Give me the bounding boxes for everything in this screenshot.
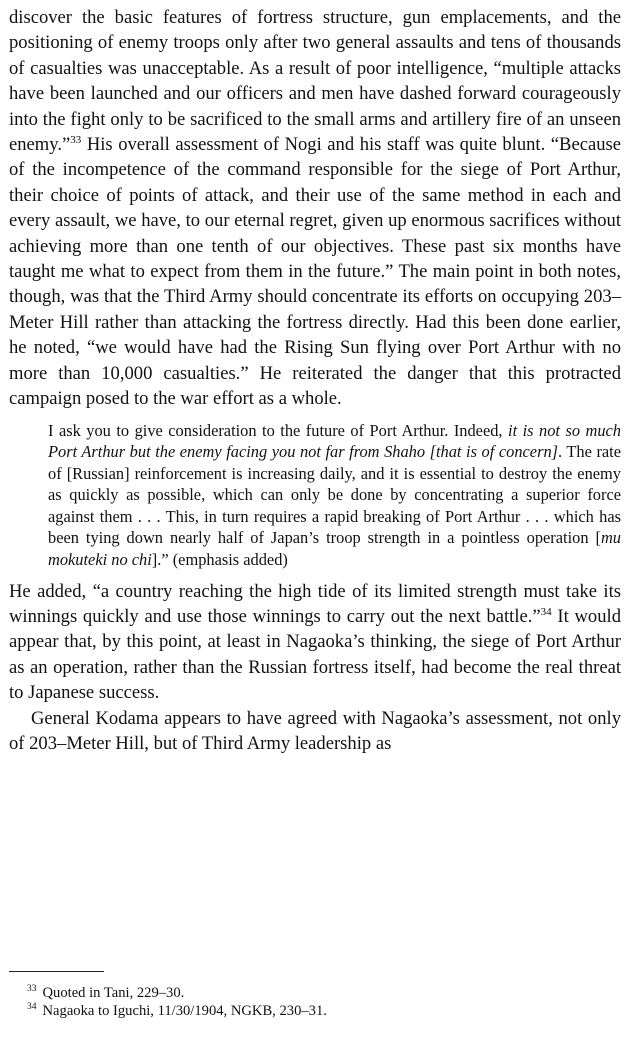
footnote-text: Nagaoka to Iguchi, 11/30/1904, NGKB, 230–31. [42, 1003, 327, 1019]
footnote-reference-33: 33 [70, 133, 82, 146]
quote-italic-b: mu mokuteki no chi [48, 528, 621, 570]
main-text [9, 5, 621, 757]
paragraph-2-text-a: He added, “a country reaching the high tide of its limited strength must take its winnings quickly and use those winnings to carry out the next battle.” [9, 580, 621, 628]
footnote-number: 34 [27, 1002, 37, 1013]
paragraph-3 [9, 706, 621, 757]
paragraph-1-text-a: discover the basic features of fortress structure, gun emplacements, and the positioning of enemy troops only after two general assaults and tens of thousands of casualties was unacceptable. As a result of poor intelligence, “multiple attacks have been launched and our officers and men have dashed forward courageously into the fight only to be sacrificed to the small arms and artillery fire of an unseen enemy.” [9, 7, 621, 156]
quote-text-b: . The rate of [Russian] reinforcement is increasing daily, and it is essential to destroy the enemy as quickly as possible, which can only be done by concentrating a superior force against them . . . This, in turn requires a rapid breaking of Port Arthur . . . which has been tying down nearly half of Japan’s troop strength in a pointless operation [ [48, 442, 622, 548]
paragraph-1 [9, 5, 621, 412]
footnote-34 [27, 1002, 587, 1020]
footnote-reference-34: 34 [540, 605, 552, 618]
footnote-33 [27, 984, 587, 1002]
paragraph-2 [9, 579, 621, 706]
footnote-number: 33 [27, 984, 37, 995]
paragraph-3-text: General Kodama appears to have agreed with Nagaoka’s assessment, not only of 203–Meter Hill, but of Third Army leadership as [9, 707, 621, 755]
footnote-separator [9, 971, 104, 972]
quote-text-c: ].” (emphasis added) [151, 550, 288, 570]
quote-italic-a: it is not so much Port Arthur but the enemy facing you not far from Shaho [that is of concern] [48, 420, 622, 462]
paragraph-1-text-b: His overall assessment of Nogi and his staff was quite blunt. “Because of the incompetence of the command responsible for the siege of Port Arthur, their choice of points of attack, and their use of the same method in each and every assault, we have, to our eternal regret, given up enormous sacrifices without achieving more than one tenth of our objectives. These past six months have taught me what to expect from them in the future.” The main point in both notes, though, was that the Third Army should concentrate its efforts on occupying 203–Meter Hill rather than attacking the fortress directly. Had this been done earlier, he noted, “we would have had the Rising Sun flying over Port Arthur with no more than 10,000 casualties.” He reiterated the danger that this protracted campaign posed to the war effort as a whole. [9, 134, 621, 410]
block-quote [48, 420, 621, 571]
paragraph-2-text-b: It would appear that, by this point, at least in Nagaoka’s thinking, the siege of Port Arthur as an operation, rather than the Russian fortress itself, had become the real threat to Japanese success. [9, 606, 621, 704]
footnote-text: Quoted in Tani, 229–30. [42, 985, 185, 1001]
footnotes [27, 984, 587, 1020]
quote-text-a: I ask you to give consideration to the future of Port Arthur. Indeed, [48, 420, 509, 440]
